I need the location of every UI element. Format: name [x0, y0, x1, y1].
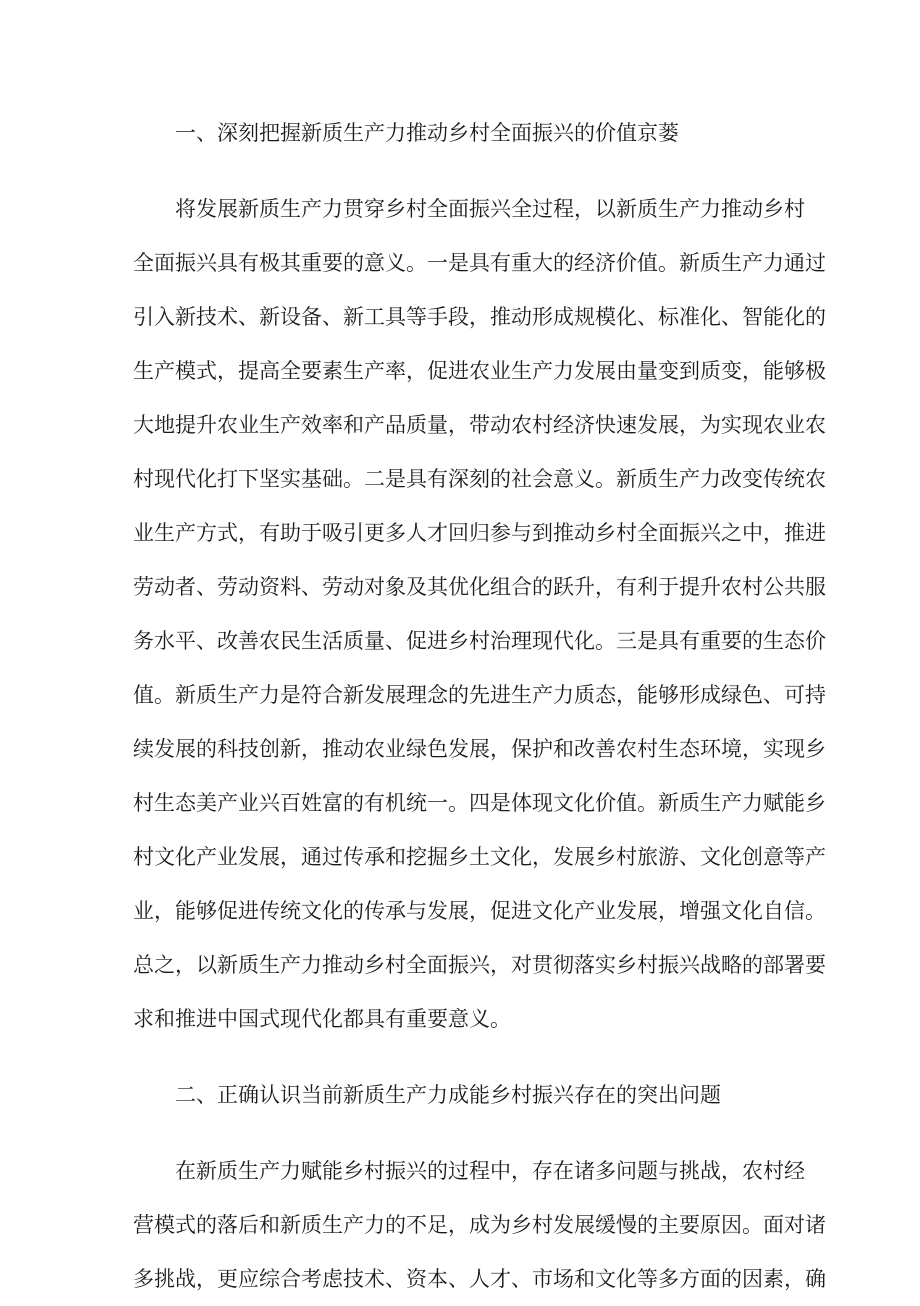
paragraph-line: 将发展新质生产力贯穿乡村全面振兴全过程，以新质生产力推动乡村	[175, 197, 805, 221]
paragraph-line: 村现代化打下坚实基础。二是具有深刻的社会意义。新质生产力改变传统农	[133, 467, 826, 491]
section-heading-2: 二、正确认识当前新质生产力成能乡村振兴存在的突出问题	[175, 1083, 721, 1107]
paragraph-line: 多挑战，更应综合考虑技术、资本、人才、市场和文化等多方面的因素，确	[133, 1267, 826, 1291]
paragraph-line: 务水平、改善农民生活质量、促进乡村治理现代化。三是具有重要的生态价	[133, 629, 826, 653]
paragraph-line: 营模式的落后和新质生产力的不足，成为乡村发展缓慢的主要原因。面对诸	[133, 1213, 826, 1237]
paragraph-line: 业，能够促进传统文化的传承与发展，促进文化产业发展，增强文化自信。	[133, 899, 826, 923]
paragraph-1	[133, 182, 826, 1046]
paragraph-line: 村生态美产业兴百姓富的有机统一。四是体现文化价值。新质生产力赋能乡	[133, 791, 826, 815]
paragraph-line: 值。新质生产力是符合新发展理念的先进生产力质态，能够形成绿色、可持	[133, 683, 826, 707]
paragraph-line: 业生产方式，有助于吸引更多人才回归参与到推动乡村全面振兴之中，推进	[133, 521, 826, 545]
spacer	[133, 1046, 795, 1068]
paragraph-line: 大地提升农业生产效率和产品质量，带动农村经济快速发展，为实现农业农	[133, 413, 826, 437]
paragraph-line: 在新质生产力赋能乡村振兴的过程中，存在诸多问题与挑战，农村经	[175, 1159, 805, 1183]
paragraph-line: 求和推进中国式现代化都具有重要意义。	[133, 1007, 511, 1031]
paragraph-line: 村文化产业发展，通过传承和挖掘乡土文化，发展乡村旅游、文化创意等产	[133, 845, 826, 869]
paragraph-line: 引入新技术、新设备、新工具等手段，推动形成规模化、标准化、智能化的	[133, 305, 826, 329]
paragraph-line: 总之，以新质生产力推动乡村全面振兴，对贯彻落实乡村振兴战略的部署要	[133, 953, 826, 977]
spacer	[133, 160, 795, 182]
paragraph-line: 生产模式，提高全要素生产率，促进农业生产力发展由量变到质变，能够极	[133, 359, 826, 383]
paragraph-line: 劳动者、劳动资料、劳动对象及其优化组合的跃升，有利于提升农村公共服	[133, 575, 826, 599]
document-page	[133, 106, 826, 1306]
spacer	[133, 1122, 795, 1144]
paragraph-line: 全面振兴具有极其重要的意义。一是具有重大的经济价值。新质生产力通过	[133, 251, 826, 275]
section-heading-1: 一、深刻把握新质生产力推动乡村全面振兴的价值京蒌	[175, 121, 679, 145]
paragraph-line: 续发展的科技创新，推动农业绿色发展，保护和改善农村生态环境，实现乡	[133, 737, 826, 761]
paragraph-2	[133, 1144, 826, 1306]
